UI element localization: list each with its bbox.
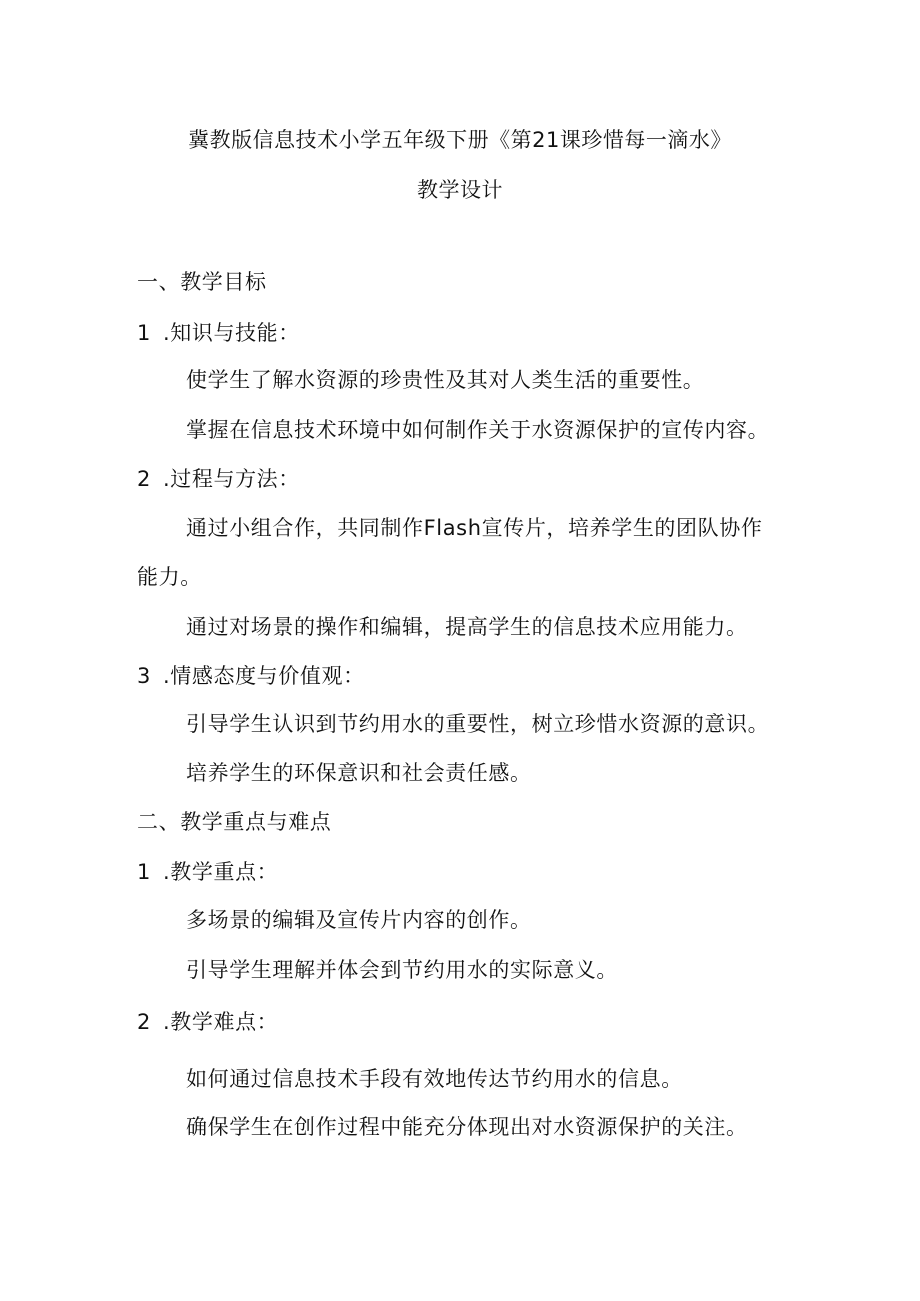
- subheading-knowledge-skills: [137, 317, 300, 347]
- subheading-label: .情感态度与价值观：: [163, 664, 365, 688]
- document-title: 冀教版信息技术小学五年级下册《第21课珍惜每一滴水》: [188, 128, 732, 152]
- paragraph: 掌握在信息技术环境中如何制作关于水资源保护的宣传内容。: [186, 418, 770, 442]
- paragraph-continuation: 能力。: [137, 565, 202, 589]
- paragraph: 引导学生认识到节约用水的重要性，树立珍惜水资源的意识。: [186, 712, 770, 736]
- subheading-number: 2: [137, 1010, 151, 1034]
- subheading-label: .教学难点：: [163, 1010, 279, 1034]
- paragraph: 通过对场景的操作和编辑，提高学生的信息技术应用能力。: [186, 615, 748, 639]
- subheading-process-methods: [137, 463, 300, 493]
- paragraph: 引导学生理解并体会到节约用水的实际意义。: [186, 958, 618, 982]
- paragraph: 使学生了解水资源的珍贵性及其对人类生活的重要性。: [186, 368, 705, 392]
- subheading-difficulties: [137, 1006, 278, 1036]
- document-subtitle: 教学设计: [417, 178, 503, 202]
- subheading-number: 2: [137, 467, 151, 491]
- subheading-label: .过程与方法：: [163, 467, 300, 491]
- paragraph: 培养学生的环保意识和社会责任感。: [186, 761, 532, 785]
- subheading-label: .教学重点：: [163, 860, 279, 884]
- subheading-label: .知识与技能：: [163, 321, 300, 345]
- subheading-number: 3: [137, 664, 151, 688]
- subheading-attitude-values: [137, 660, 365, 690]
- subheading-number: 1: [137, 321, 151, 345]
- paragraph: 多场景的编辑及宣传片内容的创作。: [186, 908, 532, 932]
- section-heading-key-points: 二、教学重点与难点: [137, 810, 332, 834]
- paragraph: 如何通过信息技术手段有效地传达节约用水的信息。: [186, 1067, 683, 1091]
- section-heading-objectives: 一、教学目标: [137, 270, 267, 294]
- paragraph: 通过小组合作，共同制作Flash宣传片，培养学生的团队协作: [186, 516, 763, 540]
- subheading-key-points: [137, 856, 278, 886]
- paragraph: 确保学生在创作过程中能充分体现出对水资源保护的关注。: [186, 1115, 748, 1139]
- subheading-number: 1: [137, 860, 151, 884]
